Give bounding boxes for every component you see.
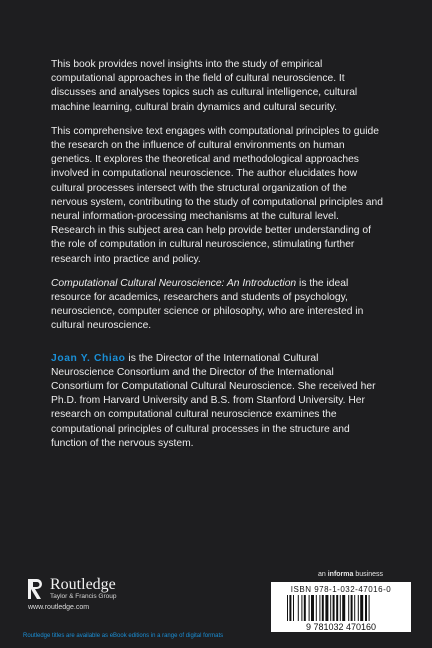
barcode-digits: 9 781032 470160 — [305, 622, 377, 631]
barcode-bar — [330, 595, 331, 621]
barcode-bar — [293, 595, 294, 621]
ebook-availability-note: Routledge titles are available as eBook editions in a range of digital formats — [23, 633, 224, 639]
isbn-barcode — [271, 582, 411, 632]
barcode-graphic — [281, 595, 401, 631]
description-paragraph-1: This book provides novel insights into the study of empirical computational approaches in the field of cultural neuroscience. It discusses and analyses topics such as cultural intelligence, cultural machine learning, cultural brain dynamics and cultural security. — [51, 59, 358, 113]
back-cover-text — [51, 58, 383, 461]
barcode-bar — [369, 595, 370, 621]
barcode-bar — [358, 595, 359, 621]
publisher-group: Taylor & Francis Group — [50, 593, 117, 600]
description-paragraph-2: This comprehensive text engages with computational principles to guide the research on the influence of cultural environments on human genetics. It explores the theoretical and methodological approaches involved in computational neuroscience. The author elucidates how cultural processes intersect with the structural organization of the nervous system, contributing to the study of computational principles and neural information-processing mechanisms at the cultural level. Research in this subject area can help provide better understanding of the role of computation in cultural neuroscience, stimulating further research into practice and policy. — [51, 125, 383, 265]
barcode-bar — [289, 595, 291, 621]
barcode-bar — [309, 595, 310, 621]
publisher-url: www.routledge.com — [28, 604, 90, 611]
routledge-logo-icon — [28, 578, 44, 600]
informa-brand: informa — [327, 571, 354, 578]
description-paragraph-3-rest: is the ideal resource for academics, researchers and students of psychology, neuroscience, computer science or philosophy, who are interested in cultural neuroscience. — [51, 277, 364, 332]
barcode-bar — [319, 595, 320, 621]
barcode-bar — [333, 595, 335, 621]
barcode-bar — [336, 595, 338, 621]
informa-business-label: an informa business — [318, 571, 383, 578]
barcode-bar — [322, 595, 324, 621]
book-title-italic: Computational Cultural Neuroscience: An Introduction — [51, 277, 297, 289]
barcode-bar — [287, 595, 288, 621]
publisher-block — [28, 577, 116, 611]
barcode-bar — [342, 595, 345, 621]
barcode-bar — [348, 595, 349, 621]
author-name: Joan Y. Chiao — [51, 352, 126, 364]
barcode-bar — [316, 595, 317, 621]
isbn-label: ISBN 978-1-032-47016-0 — [290, 585, 392, 594]
barcode-bar — [354, 595, 355, 621]
barcode-bar — [304, 595, 306, 621]
publisher-name: Routledge — [50, 576, 116, 593]
barcode-bar — [325, 595, 328, 621]
barcode-bar — [365, 595, 367, 621]
barcode-bar — [298, 595, 299, 621]
author-bio — [51, 352, 383, 451]
barcode-bar — [360, 595, 363, 621]
barcode-bar — [311, 595, 314, 621]
barcode-bar — [301, 595, 302, 621]
description-paragraph-3 — [51, 277, 383, 334]
barcode-bar — [340, 595, 341, 621]
barcode-bar — [351, 595, 353, 621]
author-bio-text: is the Director of the International Cultural Neuroscience Consortium and the Director of the International Consortium for Computational Cultural Neuroscience. She received her Ph.D. from Harvard University and B.S. from Stanford University. Her research on computational cultural neuroscience examines the computational principles of cultural processes in the structure and function of the nervous system. — [51, 352, 376, 449]
